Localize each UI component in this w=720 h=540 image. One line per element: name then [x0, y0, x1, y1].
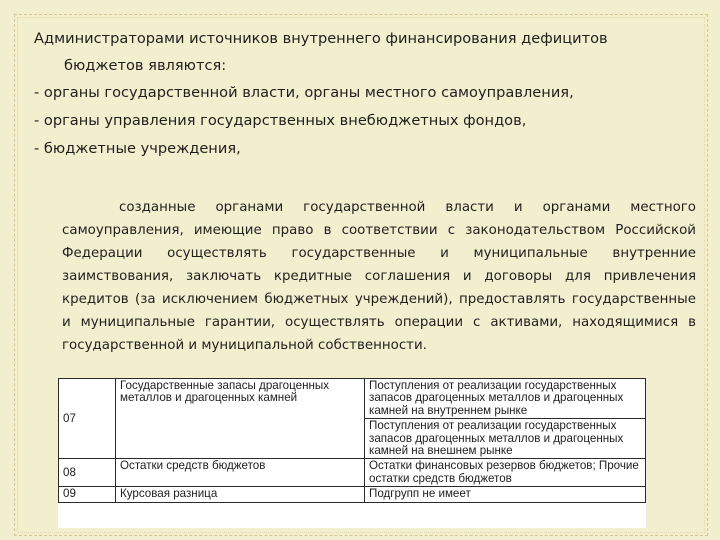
classification-table: [58, 378, 646, 528]
table-cell-income: Поступления от реализации государственных запасов драгоценных металлов и драгоценных камней на внешнем рынке: [365, 419, 646, 459]
table-cell-code: 09: [59, 487, 116, 502]
table-cell-income: Подгрупп не имеет: [365, 487, 646, 502]
table-cell-name: Остатки средств бюджетов: [116, 459, 365, 487]
bullet-list: [34, 79, 694, 163]
description-paragraph: созданные органами государственной власти и органами местного самоуправления, имеющие право в соответствии с законодательством Российской Федерации осуществлять государственные и муниципальные внутренние заимствования, заключать кредитные соглашения и договоры для привлечения кредитов (за исключением бюджетных учреждений), предоставлять государственные и муниципальные гарантии, осуществлять операции с активами, находящимися в государственной и муниципальной собственности.: [62, 200, 696, 353]
table-row: [59, 487, 646, 502]
table-cell-name: Государственные запасы драгоценных металлов и драгоценных камней: [116, 379, 365, 459]
bullet-item: - органы управления государственных внебюджетных фондов,: [34, 112, 527, 129]
table-row: [59, 459, 646, 487]
table-cell-income: Остатки финансовых резервов бюджетов; Прочие остатки средств бюджетов: [365, 459, 646, 487]
heading: [34, 25, 694, 79]
table-cell-code: 08: [59, 459, 116, 487]
heading-line-2: бюджетов являются:: [64, 57, 227, 74]
bullet-item: - бюджетные учреждения,: [34, 140, 241, 157]
table-cell-income: Поступления от реализации государственных запасов драгоценных металлов и драгоценных камней на внутреннем рынке: [365, 379, 646, 419]
table-cell-code: 07: [59, 379, 116, 459]
heading-line-1: Администраторами источников внутреннего финансирования дефицитов: [34, 30, 608, 47]
table-row: [59, 379, 646, 419]
bullet-item: - органы государственной власти, органы местного самоуправления,: [34, 84, 574, 101]
table-cell-name: Курсовая разница: [116, 487, 365, 502]
